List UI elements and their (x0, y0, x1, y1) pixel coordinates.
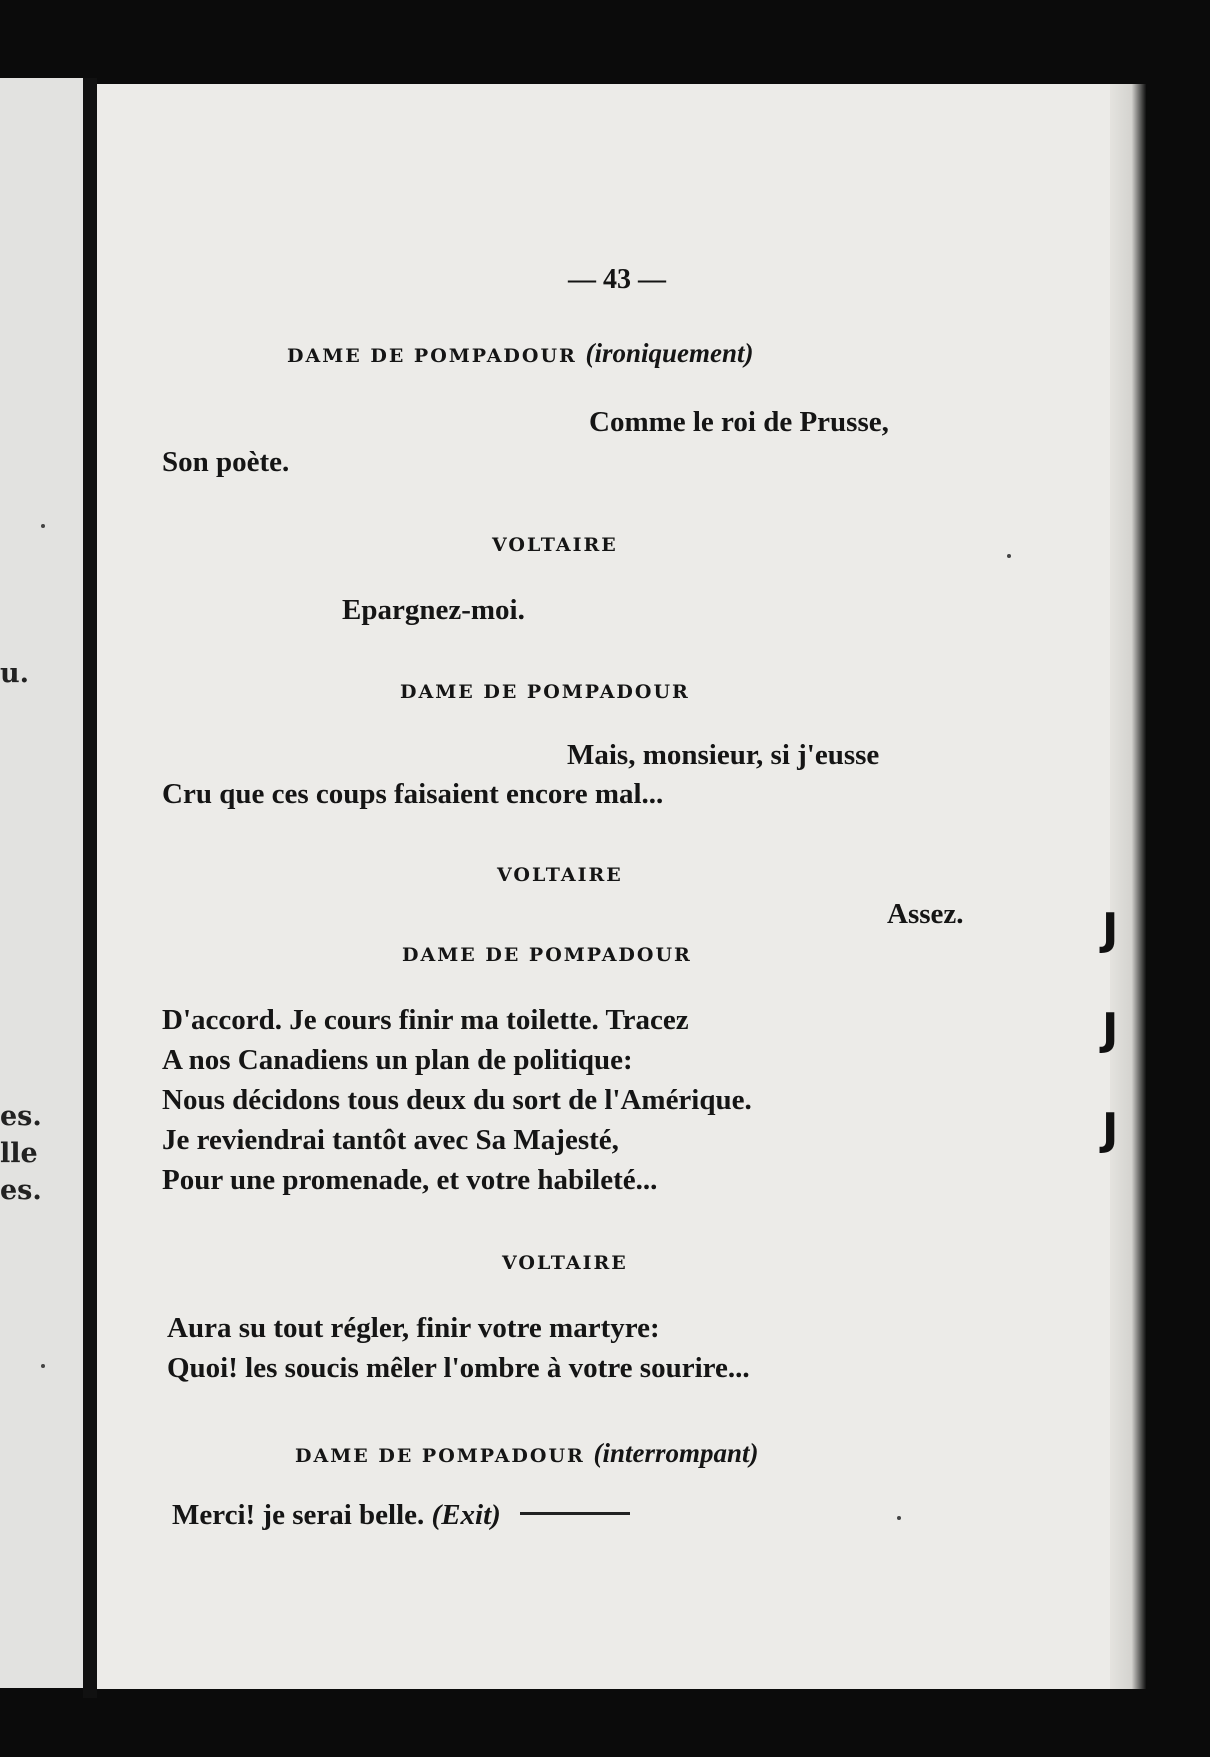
verse-line: Je reviendrai tantôt avec Sa Majesté, (162, 1124, 619, 1156)
speck (41, 524, 45, 528)
book-gutter (83, 78, 97, 1698)
spine-mark: J (1102, 904, 1119, 955)
stage-direction: (interrompant) (593, 1438, 759, 1468)
stage-direction: (ironiquement) (585, 338, 754, 368)
left-page-fragment: lle (0, 1138, 38, 1169)
speaker-heading: DAME DE POMPADOUR (400, 681, 690, 703)
speck (41, 1364, 45, 1368)
verse-line: D'accord. Je cours finir ma toilette. Tracez (162, 1004, 689, 1036)
speck (1007, 554, 1011, 558)
speaker-heading: VOLTAIRE (502, 1252, 628, 1274)
spine-mark: J (1102, 1104, 1119, 1155)
speck (897, 1516, 901, 1520)
verse-line: Aura su tout régler, finir votre martyre: (167, 1312, 660, 1344)
verse-line: Cru que ces coups faisaient encore mal... (162, 778, 664, 810)
verse-line: Mais, monsieur, si j'eusse (567, 739, 880, 771)
left-page-margin (0, 78, 83, 1688)
verse-line: A nos Canadiens un plan de politique: (162, 1044, 633, 1076)
end-rule (520, 1512, 630, 1515)
left-page-fragment: es. (0, 1101, 42, 1132)
left-page-fragment: es. (0, 1175, 42, 1206)
spine-mark: J (1102, 1004, 1119, 1055)
page-edge (1102, 84, 1146, 1689)
speaker-heading: VOLTAIRE (492, 534, 618, 556)
page-number: — 43 — (568, 264, 666, 295)
stage-direction: (Exit) (431, 1499, 501, 1531)
verse-line: Quoi! les soucis mêler l'ombre à votre sourire... (167, 1352, 750, 1384)
verse-line: Assez. (887, 898, 964, 930)
speaker-heading: DAME DE POMPADOUR (ironiquement) (287, 338, 754, 368)
verse-line: Pour une promenade, et votre habileté... (162, 1164, 658, 1196)
verse-line: Comme le roi de Prusse, (589, 406, 889, 438)
speaker-heading: DAME DE POMPADOUR (402, 944, 692, 966)
speaker-heading: VOLTAIRE (497, 864, 623, 886)
verse-line: Nous décidons tous deux du sort de l'Amérique. (162, 1084, 752, 1116)
speaker-heading: DAME DE POMPADOUR (interrompant) (295, 1438, 759, 1468)
verse-line: Merci! je serai belle. (Exit) (172, 1499, 501, 1531)
left-page-fragment: u. (0, 658, 30, 689)
verse-line: Son poète. (162, 446, 290, 478)
verse-line: Epargnez-moi. (342, 594, 525, 626)
book-page (97, 84, 1137, 1689)
